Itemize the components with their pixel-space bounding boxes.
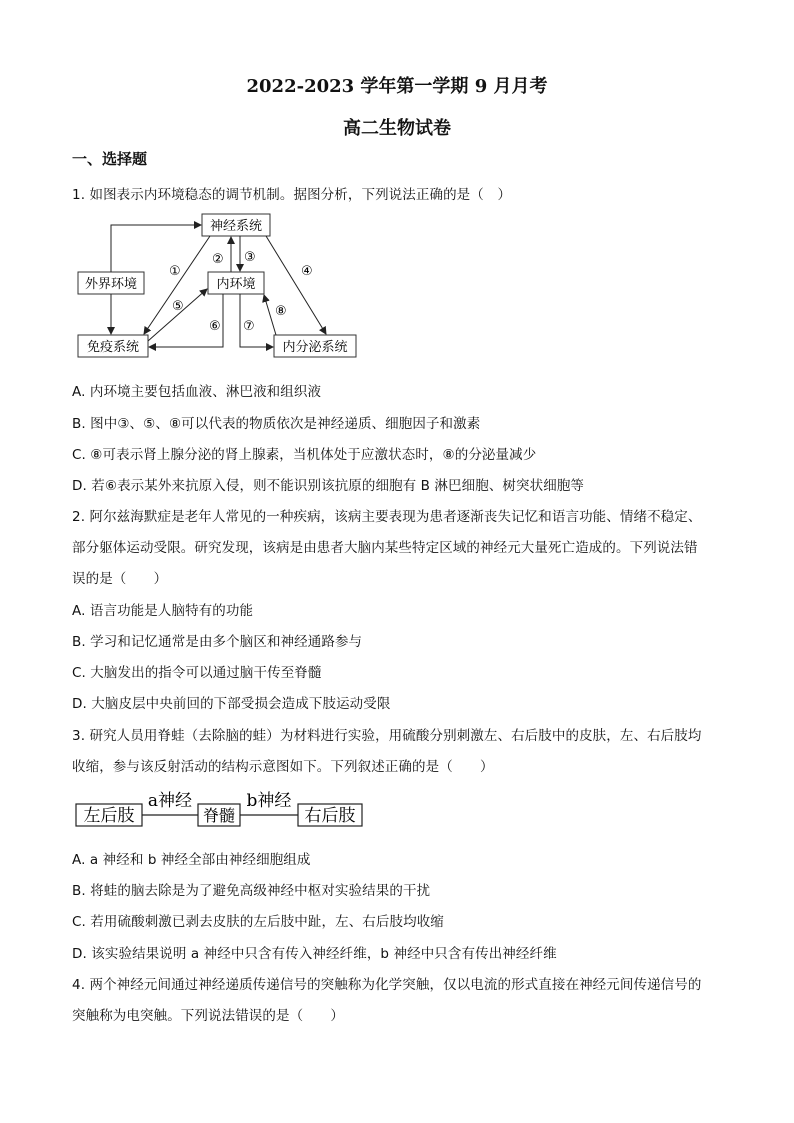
exam-title: 2022-2023 学年第一学期 9 月月考 xyxy=(246,76,548,97)
q3-stem-line-2: 收缩，参与该反射活动的结构示意图如下。下列叙述正确的是（ ） xyxy=(72,759,494,775)
node-external: 外界环境 xyxy=(84,277,138,292)
q3-stem-line-1: 3. 研究人员用脊蛙（去除脑的蛙）为材料进行实验，用硫酸分别刺激左、右后肢中的皮肤，左、右后肢均 xyxy=(72,728,702,744)
q3-option-c: C. 若用硫酸刺激已剥去皮肤的左后肢中趾，左、右后肢均收缩 xyxy=(72,914,444,930)
label-left-limb: 左后肢 xyxy=(83,806,135,826)
arrow-1 xyxy=(144,236,210,334)
node-nervous: 神经系统 xyxy=(209,219,263,234)
q2-stem-line-1: 2. 阿尔兹海默症是老年人常见的一种疾病，该病主要表现为患者逐渐丧失记忆和语言功能、情绪不稳定、 xyxy=(72,509,702,525)
q2-option-b: B. 学习和记忆通常是由多个脑区和神经通路参与 xyxy=(72,634,363,650)
q1-regulation-diagram xyxy=(70,205,370,365)
q2-option-d: D. 大脑皮层中央前回的下部受损会造成下肢运动受限 xyxy=(72,696,391,712)
node-endocrine: 内分泌系统 xyxy=(282,340,348,355)
label-1: ① xyxy=(169,264,181,279)
label-nerve-a: a神经 xyxy=(147,791,193,811)
label-3: ③ xyxy=(244,250,256,265)
q2-option-c: C. 大脑发出的指令可以通过脑干传至脊髓 xyxy=(72,665,322,681)
q1-stem: 1. 如图表示内环境稳态的调节机制。据图分析，下列说法正确的是（ ） xyxy=(72,187,512,203)
q4-stem-line-1: 4. 两个神经元间通过神经递质传递信号的突触称为化学突触，仅以电流的形式直接在神经元间传递信号的 xyxy=(72,977,702,993)
label-right-limb: 右后肢 xyxy=(304,806,356,826)
section-heading: 一、选择题 xyxy=(72,150,148,168)
q1-option-b: B. 图中③、⑤、⑧可以代表的物质依次是神经递质、细胞因子和激素 xyxy=(72,416,481,432)
exam-subtitle: 高二生物试卷 xyxy=(343,118,451,139)
label-nerve-b: b神经 xyxy=(246,791,292,811)
q3-reflex-diagram xyxy=(74,786,366,830)
label-8: ⑧ xyxy=(275,304,287,319)
q2-option-a: A. 语言功能是人脑特有的功能 xyxy=(72,603,254,619)
q2-stem-line-3: 误的是（ ） xyxy=(72,571,168,587)
arrow-4 xyxy=(266,236,326,334)
q3-option-d: D. 该实验结果说明 a 神经中只含有传入神经纤维，b 神经中只含有传出神经纤维 xyxy=(72,946,557,962)
q1-option-d: D. 若⑥表示某外来抗原入侵，则不能识别该抗原的细胞有 B 淋巴细胞、树突状细胞等 xyxy=(72,478,585,494)
q1-option-a: A. 内环境主要包括血液、淋巴液和组织液 xyxy=(72,384,322,400)
arrow-external-to-nervous xyxy=(111,225,201,272)
q3-option-b: B. 将蛙的脑去除是为了避免高级神经中枢对实验结果的干扰 xyxy=(72,883,431,899)
node-immune: 免疫系统 xyxy=(86,340,140,355)
q2-stem-line-2: 部分躯体运动受限。研究发现，该病是由患者大脑内某些特定区域的神经元大量死亡造成的。下列说法错 xyxy=(72,540,698,556)
label-2: ② xyxy=(212,252,224,267)
label-4: ④ xyxy=(301,264,313,279)
q4-stem-line-2: 突触称为电突触。下列说法错误的是（ ） xyxy=(72,1008,344,1024)
label-5: ⑤ xyxy=(172,299,184,314)
label-spinal-cord: 脊髓 xyxy=(202,806,236,825)
node-internal: 内环境 xyxy=(216,277,256,292)
q3-option-a: A. a 神经和 b 神经全部由神经细胞组成 xyxy=(72,852,311,868)
q1-option-c: C. ⑧可表示肾上腺分泌的肾上腺素，当机体处于应激状态时，⑧的分泌量减少 xyxy=(72,447,537,463)
label-7: ⑦ xyxy=(243,319,255,334)
label-6: ⑥ xyxy=(209,319,221,334)
